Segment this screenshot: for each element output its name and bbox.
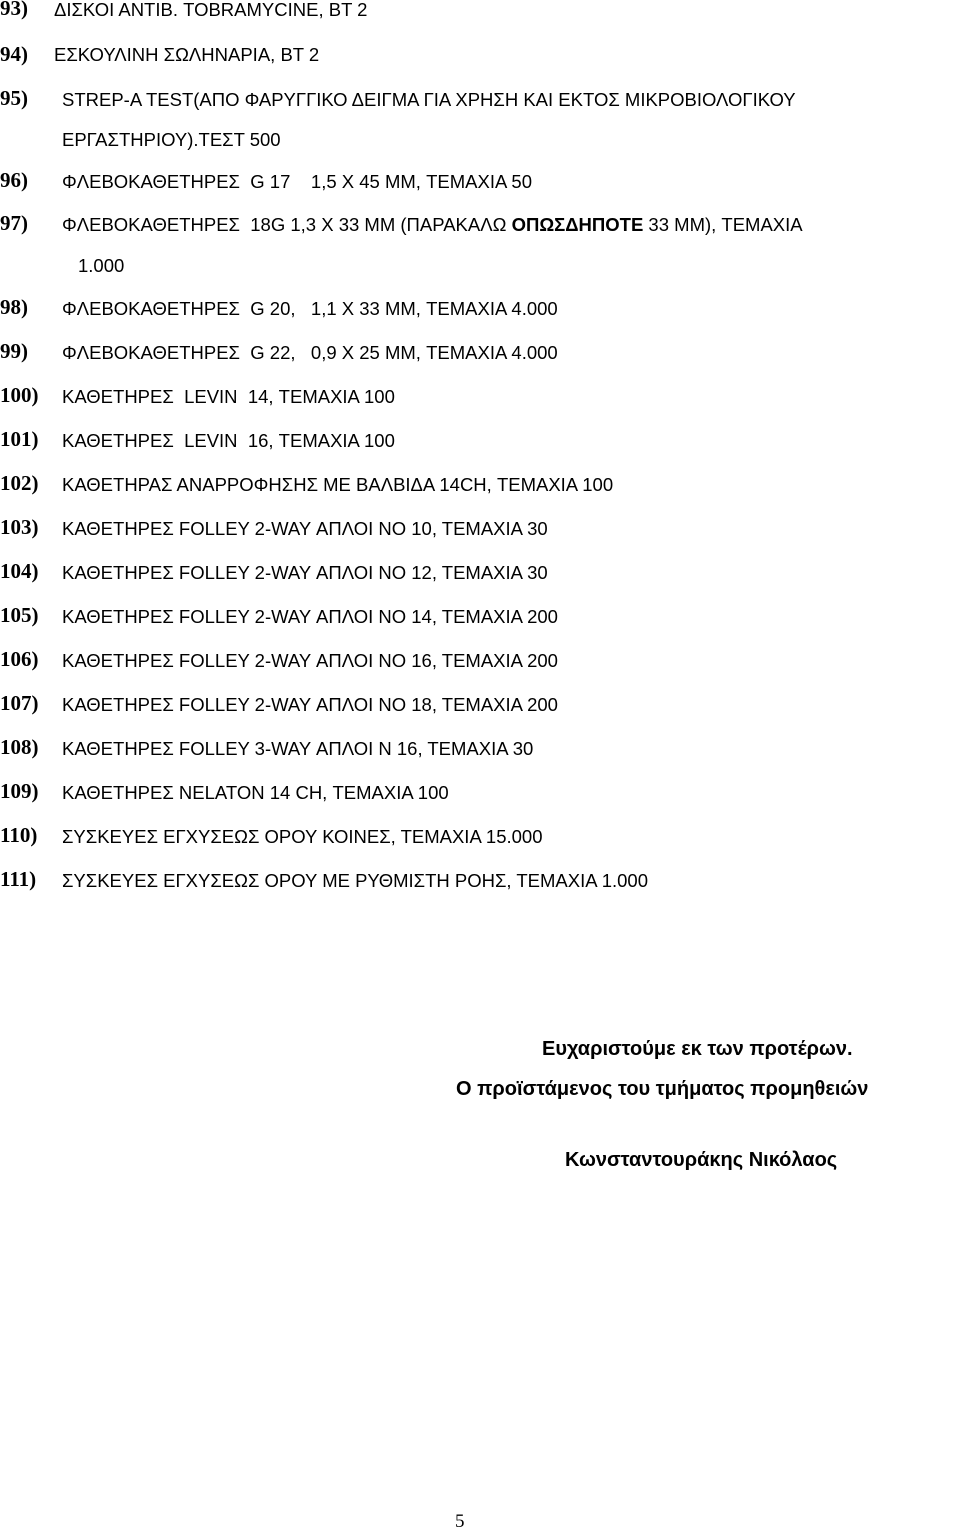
item-number: 99) (0, 339, 28, 363)
item-text: ΦΛΕΒΟΚΑΘΕΤΗΡΕΣ G 17 1,5 X 45 MM, ΤΕΜΑΧΙΑ 50 (62, 171, 532, 192)
item-text: ΕΣΚΟΥΛΙΝΗ ΣΩΛΗΝΑΡΙΑ, ΒΤ 2 (54, 44, 320, 65)
item-text: ΚΑΘΕΤΗΡΕΣ FOLLEY 2-WAY ΑΠΛΟΙ ΝΟ 10, ΤΕΜΑΧΙΑ 30 (62, 518, 548, 539)
item-text: ΚΑΘΕΤΗΡΕΣ LEVIN 14, ΤΕΜΑΧΙΑ 100 (62, 386, 395, 407)
item-text: ΚΑΘΕΤΗΡΕΣ FOLLEY 2-WAY ΑΠΛΟΙ ΝΟ 16, ΤΕΜΑΧΙΑ 200 (62, 650, 558, 671)
item-text: ΚΑΘΕΤΗΡΕΣ FOLLEY 2-WAY ΑΠΛΟΙ ΝΟ 18, ΤΕΜΑΧΙΑ 200 (62, 694, 558, 715)
item-number: 95) (0, 86, 28, 110)
item-number: 104) (0, 559, 39, 583)
item-text: ΚΑΘΕΤΗΡΑΣ ΑΝΑΡΡΟΦΗΣΗΣ ΜΕ ΒΑΛΒΙΔΑ 14CH, ΤΕΜΑΧΙΑ 100 (62, 474, 614, 495)
item-text: ΣΥΣΚΕΥΕΣ ΕΓΧΥΣΕΩΣ ΟΡΟΥ ΜΕ ΡΥΘΜΙΣΤΗ ΡΟΗΣ, ΤΕΜΑΧΙΑ 1.000 (62, 870, 649, 891)
item-number: 106) (0, 647, 39, 671)
item-text-continuation: ΕΡΓΑΣΤΗΡΙΟΥ).ΤΕΣΤ 500 (62, 129, 281, 150)
item-text (62, 216, 803, 235)
item-number: 100) (0, 383, 39, 407)
item-text: ΔΙΣΚΟΙ ΑΝΤΙΒ. TOBRAMYCINE, BT 2 (54, 0, 368, 20)
page-number: 5 (455, 1511, 465, 1532)
signatory-role: Ο προϊστάμενος του τμήματος προμηθειών (456, 1078, 869, 1100)
closing-thanks: Ευχαριστούμε εκ των προτέρων. (542, 1038, 853, 1060)
item-number: 94) (0, 42, 28, 66)
item-number: 93) (0, 0, 28, 20)
item-number: 96) (0, 168, 28, 192)
item-text: ΣΥΣΚΕΥΕΣ ΕΓΧΥΣΕΩΣ ΟΡΟΥ ΚΟΙΝΕΣ, ΤΕΜΑΧΙΑ 15.000 (62, 826, 543, 847)
item-number: 109) (0, 779, 39, 803)
item-number: 111) (0, 867, 37, 891)
item-number: 102) (0, 471, 39, 495)
item-text: ΦΛΕΒΟΚΑΘΕΤΗΡΕΣ G 22, 0,9 X 25 MM, ΤΕΜΑΧΙΑ 4.000 (62, 342, 558, 363)
item-number: 97) (0, 211, 28, 235)
item-text-part: ΦΛΕΒΟΚΑΘΕΤΗΡΕΣ 18G 1,3 X 33 MM (ΠΑΡΑΚΑΛΩ (62, 214, 512, 235)
emphasis-text: ΟΠΩΣΔΗΠΟΤΕ (511, 214, 644, 235)
item-text: STREP-A TEST(ΑΠΟ ΦΑΡΥΓΓΙΚΟ ΔΕΙΓΜΑ ΓΙΑ ΧΡΗΣΗ ΚΑΙ ΕΚΤΟΣ ΜΙΚΡΟΒΙΟΛΟΓΙΚΟΥ (62, 89, 796, 110)
item-text: ΦΛΕΒΟΚΑΘΕΤΗΡΕΣ G 20, 1,1 X 33 MM, ΤΕΜΑΧΙΑ 4.000 (62, 298, 558, 319)
item-text: ΚΑΘΕΤΗΡΕΣ FOLLEY 2-WAY ΑΠΛΟΙ ΝΟ 14, ΤΕΜΑΧΙΑ 200 (62, 606, 558, 627)
item-number: 108) (0, 735, 39, 759)
item-number: 103) (0, 515, 39, 539)
item-number: 110) (0, 823, 38, 847)
item-text: ΚΑΘΕΤΗΡΕΣ LEVIN 16, ΤΕΜΑΧΙΑ 100 (62, 430, 395, 451)
item-text: ΚΑΘΕΤΗΡΕΣ NELATON 14 CH, ΤΕΜΑΧΙΑ 100 (62, 782, 449, 803)
item-text: ΚΑΘΕΤΗΡΕΣ FOLLEY 2-WAY ΑΠΛΟΙ ΝΟ 12, ΤΕΜΑΧΙΑ 30 (62, 562, 548, 583)
item-text-part: 33 MM), ΤΕΜΑΧΙΑ (643, 214, 803, 235)
item-text: ΚΑΘΕΤΗΡΕΣ FOLLEY 3-WAY ΑΠΛΟΙ Ν 16, ΤΕΜΑΧΙΑ 30 (62, 738, 534, 759)
item-number: 98) (0, 295, 28, 319)
item-text-continuation: 1.000 (78, 255, 125, 276)
item-number: 105) (0, 603, 39, 627)
item-number: 107) (0, 691, 39, 715)
signatory-name: Κωνσταντουράκης Νικόλαος (565, 1149, 838, 1171)
item-number: 101) (0, 427, 39, 451)
